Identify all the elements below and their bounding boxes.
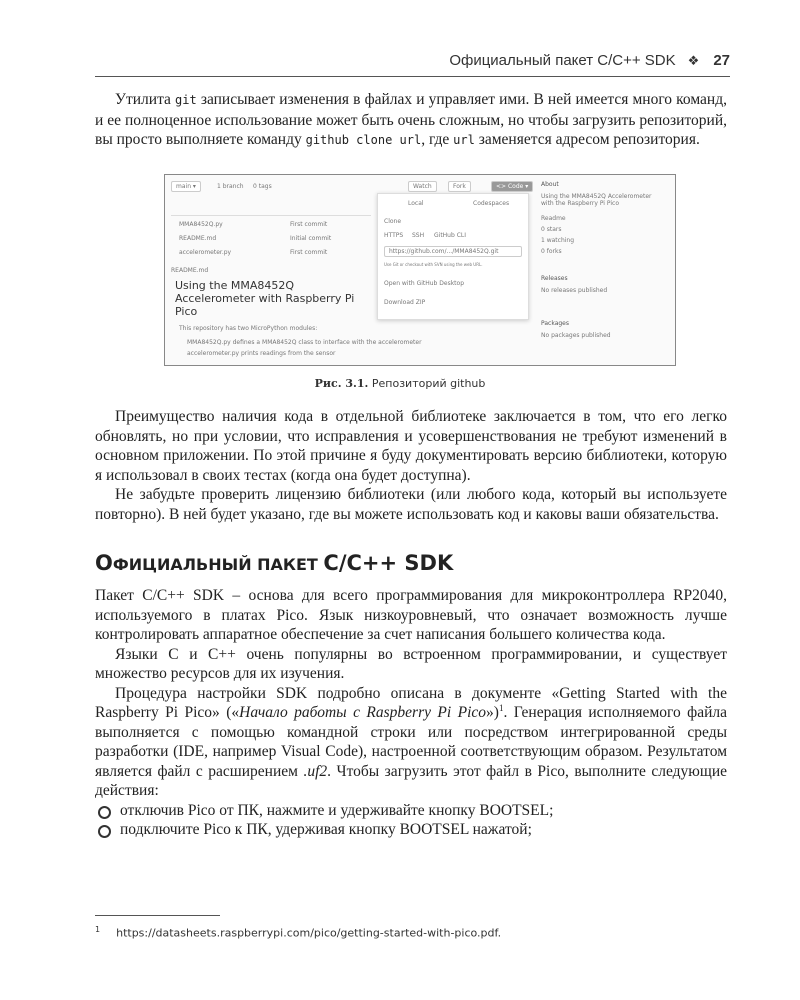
code-button: <> Code ▾	[491, 181, 533, 192]
paragraph: Преимущество наличия кода в отдельной библиотеке заключается в том, что его легко обновлять, но при условии, что исправления и усовершенствования не требуют изменений в основном приложении. По этой причине я буду документировать версию библиотеки, которую я использовал в своих тестах (когда она будет доступна).	[95, 408, 727, 484]
file-commit: Initial commit	[290, 235, 332, 242]
page-number: 27	[713, 52, 730, 69]
releases-heading: Releases	[541, 275, 568, 282]
clone-url-field: https://github.com/.../MMA8452Q.git	[384, 246, 522, 257]
github-repo-screenshot	[164, 174, 676, 366]
forks: 0 forks	[541, 248, 562, 255]
running-header	[95, 52, 730, 77]
clone-dropdown	[377, 193, 529, 320]
tab-local: Local	[408, 200, 424, 207]
packages-heading: Packages	[541, 320, 569, 327]
readme-link: Readme	[541, 215, 566, 222]
tab-https: HTTPS	[384, 232, 404, 239]
readme-text: This repository has two MicroPython modules:	[179, 325, 318, 332]
clone-heading: Clone	[384, 218, 402, 225]
readme-label: README.md	[171, 267, 209, 274]
paragraph: Языки C и C++ очень популярны во встроенном программировании, и существует множество ресурсов для их изучения.	[95, 645, 727, 682]
footnote-link[interactable]: https://datasheets.raspberrypi.com/pico/getting-started-with-pico.pdf.	[116, 926, 502, 940]
paragraph: Пакет C/C++ SDK – основа для всего программирования для микроконтроллера RP2040, используемого в платах Pico. Язык низкоуровневый, что означает возможность лучше контролировать аппаратное обеспечение за счет написания большего количества кода.	[95, 587, 727, 643]
tags-link: 0 tags	[253, 183, 272, 190]
clone-hint: Use Git or checkout with SVN using the web URL.	[384, 262, 483, 267]
footnote-divider	[95, 915, 220, 916]
about-description: Using the MMA8452Q Accelerometer with the Raspberry Pi Pico	[541, 193, 652, 207]
branches-link: 1 branch	[217, 183, 244, 190]
open-desktop-item: Open with GitHub Desktop	[384, 280, 465, 287]
file-row: MMA8452Q.py	[179, 221, 223, 228]
list-item: отключив Pico от ПК, нажмите и удерживайте кнопку BOOTSEL;	[95, 801, 727, 821]
bullet-circle-icon	[98, 806, 111, 819]
section-heading: ОФИЦИАЛЬНЫЙ ПАКЕТ C/C++ SDK	[95, 551, 454, 575]
releases-description: No releases published	[541, 287, 608, 294]
branch-select: main ▾	[171, 181, 201, 192]
diamond-ornament-icon: ❖	[687, 53, 700, 68]
packages-description: No packages published	[541, 332, 611, 339]
file-row: README.md	[179, 235, 217, 242]
commit-bar	[171, 203, 371, 216]
download-zip-item: Download ZIP	[384, 299, 426, 306]
readme-bullet: MMA8452Q.py defines a MMA8452Q class to interface with the accelerometer	[187, 339, 422, 346]
fork-button: Fork	[448, 181, 471, 192]
body-flow	[95, 407, 727, 840]
watching: 1 watching	[541, 237, 575, 244]
tab-cli: GitHub CLI	[434, 232, 467, 239]
intro-paragraph: Утилита git записывает изменения в файлах и управляет ими. В ней имеется много команд, и ее полноценное использование может быть очень сложным, но чтобы загрузить репозиторий, вы просто выполняете команду github clone url, где url заменяется адресом репозитория.	[95, 91, 727, 148]
header-title: Официальный пакет C/C++ SDK	[449, 52, 676, 69]
paragraph: Не забудьте проверить лицензию библиотеки (или любого кода, который вы используете повторно). В ней будет указано, где вы можете использовать код и каковы ваши обязательства.	[95, 486, 727, 523]
list-item: подключите Pico к ПК, удерживая кнопку BOOTSEL нажатой;	[95, 820, 727, 840]
figure-caption: Рис. 3.1. Репозиторий github	[314, 377, 486, 390]
tab-codespaces: Codespaces	[473, 200, 510, 207]
readme-title: Using the MMA8452Q Accelerometer with Raspberry Pi Pico	[175, 279, 355, 318]
about-heading: About	[541, 181, 559, 188]
stars: 0 stars	[541, 226, 562, 233]
readme-bullet: accelerometer.py prints readings from the sensor	[187, 350, 336, 357]
tab-ssh: SSH	[412, 232, 425, 239]
file-commit: First commit	[290, 221, 328, 228]
file-row: accelerometer.py	[179, 249, 232, 256]
paragraph: Процедура настройки SDK подробно описана в документе «Getting Started with the Raspberry Pi Pico» («Начало работы с Raspberry Pi Pico»)$^1$. Генерация исполняемого файла выполняется с помощью командной строки или посредством интегрированной среды разработки (IDE, например Visual Code), настроенной соответствующим образом. Результатом является файл с расширением .uf2. Чтобы загрузить этот файл в Pico, выполните следующие действия:	[95, 684, 727, 799]
footnote: $^1$ https://datasheets.raspberrypi.com/pico/getting-started-with-pico.pdf.	[95, 925, 502, 940]
watch-button: Watch	[408, 181, 437, 192]
bullet-circle-icon	[98, 825, 111, 838]
file-commit: First commit	[290, 249, 328, 256]
